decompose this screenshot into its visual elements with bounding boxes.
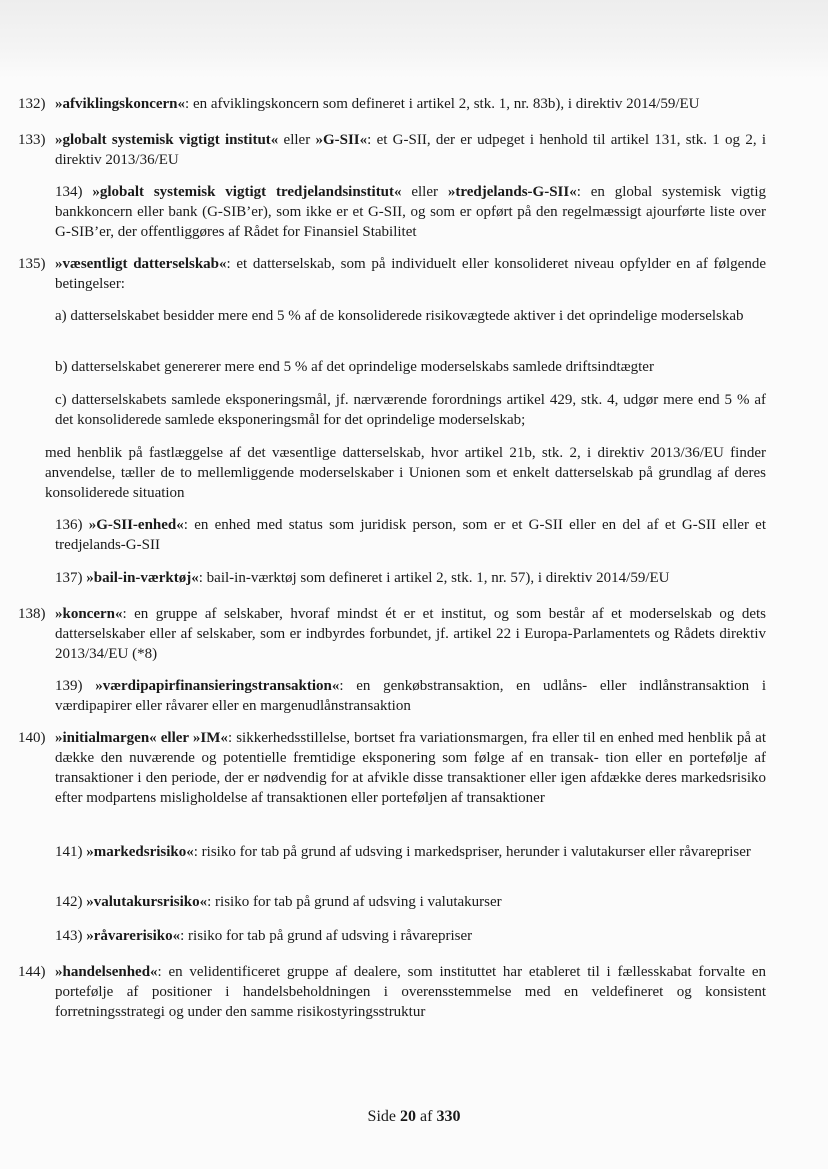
sub-item-c: c) datterselskabets samlede eksponeringsmål, jf. nærværende forordnings artikel 429, stk. 4, udgør mere end 5 % af det konsoliderede samlede eksponeringsmål for det oprindelige moderselskab; xyxy=(55,392,766,428)
item-number-140: 140) xyxy=(18,730,46,746)
definition-140 xyxy=(55,728,766,808)
definition-text: : en enhed med status som juridisk person, som er et G-SII eller en del af et G-SII eller et tredjelands-G-SII xyxy=(55,517,767,553)
definition-text: : bail-in-værktøj som defineret i artikel 2, stk. 1, nr. 57), i direktiv 2014/59/EU xyxy=(198,570,670,586)
item-number-144: 144) xyxy=(18,964,46,980)
term: »afviklingskoncern« xyxy=(55,96,186,112)
definition-text: : en afviklingskoncern som defineret i artikel 2, stk. 1, nr. 83b), i direktiv 2014/59/EU xyxy=(185,96,700,112)
definition-text: : et datterselskab, som på individuelt eller konsolideret niveau opfylder en af følgende betingelser: xyxy=(55,256,766,292)
definition-137 xyxy=(55,568,766,588)
definition-132 xyxy=(55,94,766,114)
term: »bail-in-værktøj« xyxy=(86,570,199,586)
item-number-136: 136) xyxy=(55,517,83,533)
definition-141 xyxy=(55,842,766,862)
footer-separator: af xyxy=(416,1108,437,1125)
footer-prefix: Side xyxy=(367,1108,400,1125)
page-total: 330 xyxy=(436,1108,461,1125)
term: »globalt systemisk vigtigt institut« xyxy=(55,132,279,148)
definition-133 xyxy=(55,130,766,170)
definition-142 xyxy=(55,892,766,912)
definition-text: : en gruppe af selskaber, hvoraf mindst ét er et institut, og som består af et moderselskab og dets datterselskaber eller af selskaber, som er indbyrdes forbundet, jf. artikel 22 i Europa-Parlamentets og Rådets direktiv 2013/34/EU (*8) xyxy=(55,606,766,662)
term: »valutakursrisiko« xyxy=(86,894,208,910)
item-number-142: 142) xyxy=(55,894,83,910)
term: »markedsrisiko« xyxy=(86,844,194,860)
item-number-133: 133) xyxy=(18,132,46,148)
sub-item-b: b) datterselskabet genererer mere end 5 % af det oprindelige moderselskabs samlede driftsindtægter xyxy=(55,359,654,375)
item-number-135: 135) xyxy=(18,256,46,272)
definition-text: : en genkøbstransaktion, en udlåns- eller indlånstransaktion i værdipapirer eller råvarer eller en margenudlånstransaktion xyxy=(55,678,766,714)
definition-135 xyxy=(55,254,766,294)
definition-134 xyxy=(55,182,766,242)
definition-144 xyxy=(55,962,766,1022)
item-number-141: 141) xyxy=(55,844,83,860)
page-footer xyxy=(0,1108,828,1126)
definition-text: : risiko for tab på grund af udsving i valutakurser xyxy=(207,894,502,910)
definition-text: : risiko for tab på grund af udsving i råvarepriser xyxy=(180,928,473,944)
term: »G-SII-enhed« xyxy=(88,517,184,533)
term: »handelsenhed« xyxy=(55,964,158,980)
connector-text: eller xyxy=(401,184,448,200)
page-number: 20 xyxy=(400,1108,416,1125)
sub-item-a: a) datterselskabet besidder mere end 5 % af de konsoliderede risikovægtede aktiver i det oprindelige moderselskab xyxy=(55,308,744,324)
definition-143 xyxy=(55,926,766,946)
item-number-132: 132) xyxy=(18,96,46,112)
term-alt: »tredjelands-G-SII« xyxy=(447,184,577,200)
definition-text: : risiko for tab på grund af udsving i markedspriser, herunder i valutakurser eller råvarepriser xyxy=(193,844,751,860)
definition-138 xyxy=(55,604,766,664)
definition-text: : sikkerhedsstillelse, bortset fra variationsmargen, fra eller til en enhed med henblik på at dække den nuværende og potentielle fremtidige eksponering som følge af en transak- tion eller en portefølje af transaktioner i den periode, der er nødvendig for at afvikle disse transaktioner eller igen afdække deres markedsrisiko efter modpartens misligholdelse af transaktionen eller porteføljen af transaktioner xyxy=(55,730,766,806)
item-number-137: 137) xyxy=(55,570,83,586)
term-alt: »G-SII« xyxy=(315,132,368,148)
term: »initialmargen« eller »IM« xyxy=(55,730,228,746)
item-number-138: 138) xyxy=(18,606,46,622)
scan-shadow xyxy=(0,0,828,78)
connector-text: eller xyxy=(278,132,316,148)
term: »værdipapirfinansieringstransaktion« xyxy=(95,678,340,694)
term: »væsentligt datterselskab« xyxy=(55,256,227,272)
definition-text: : et G-SII, der er udpeget i henhold til artikel 131, stk. 1 og 2, i direktiv 2013/36/EU xyxy=(55,132,766,168)
item-number-139: 139) xyxy=(55,678,83,694)
item-number-143: 143) xyxy=(55,928,83,944)
definition-136 xyxy=(55,515,766,555)
item-number-134: 134) xyxy=(55,184,83,200)
definition-text: : en global systemisk vigtig bankkoncern eller bank (G-SIB’er), som ikke er et G-SII, og som er opført på den regelmæssigt ajourførte liste over G-SIB’er, der offentliggøres af Rådet for Finansiel Stabilitet xyxy=(55,184,767,240)
definition-139 xyxy=(55,676,766,716)
term: »råvarerisiko« xyxy=(86,928,181,944)
closing-paragraph: med henblik på fastlæggelse af det væsentlige datterselskab, hvor artikel 21b, stk. 2, i direktiv 2013/36/EU finder anvendelse, tæller de to mellemliggende moderselskaber i Unionen som et enkelt datterselskab på grundlag af deres konsoliderede situation xyxy=(45,445,766,501)
term: »koncern« xyxy=(55,606,123,622)
definition-text: : en velidentificeret gruppe af dealere, som instituttet har etableret til i fællesskabat forvalte en portefølje af positioner i handelsbeholdningen i overensstemmelse med en veldefineret og konsistent forretningsstrategi og under den samme risikostyringsstruktur xyxy=(55,964,766,1020)
term: »globalt systemisk vigtigt tredjelandsinstitut« xyxy=(92,184,402,200)
